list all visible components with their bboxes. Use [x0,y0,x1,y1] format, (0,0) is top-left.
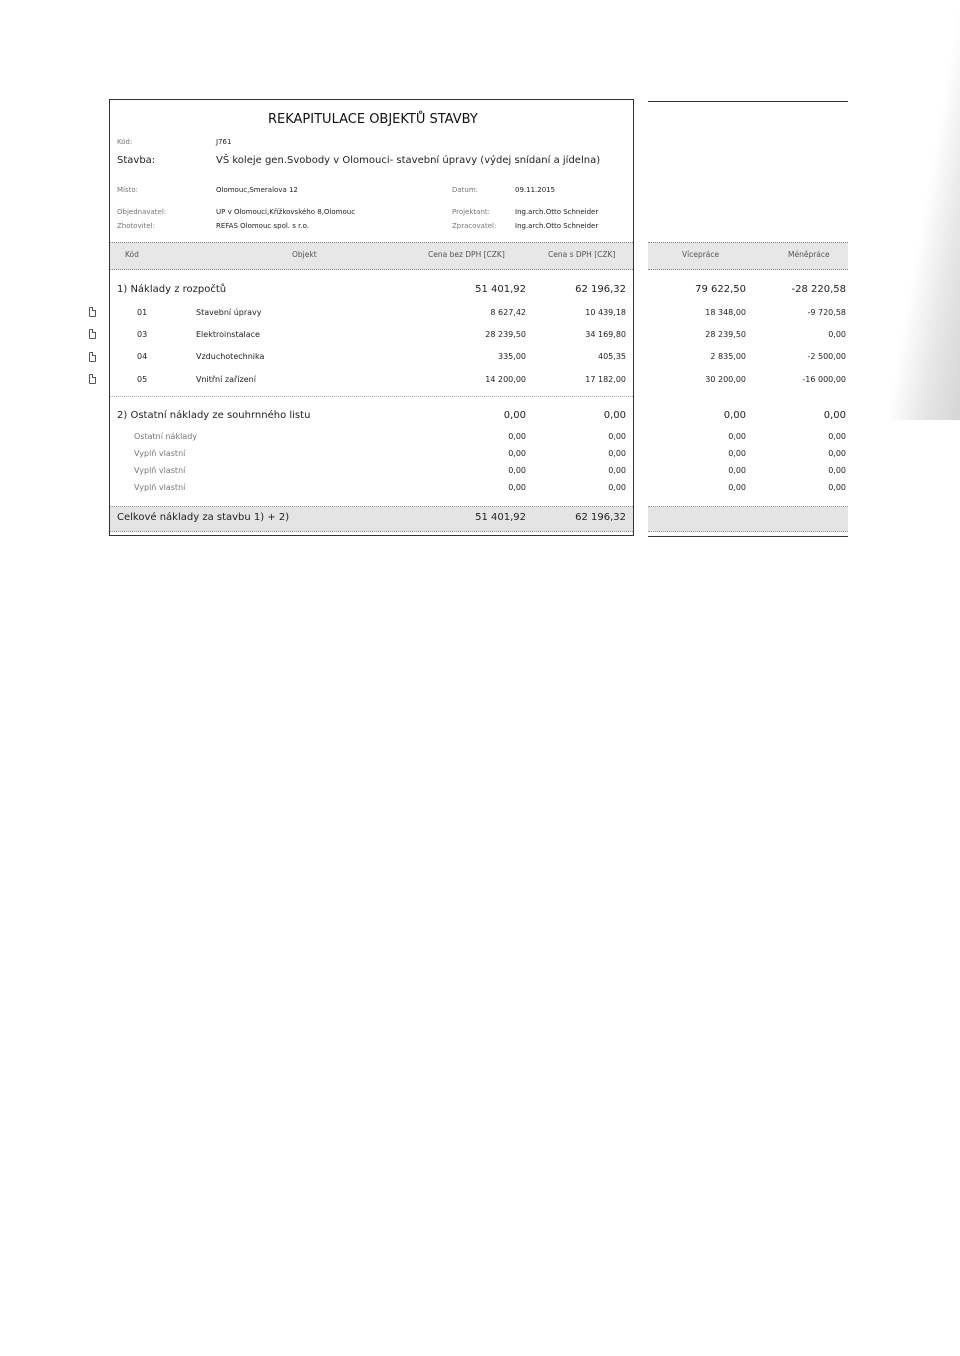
row-cena-s: 34 169,80 [585,330,626,339]
zhotovitel-label: Zhotovitel: [117,222,155,230]
row-meneprace: -2 500,00 [807,352,846,361]
other-cost-viceprace: 0,00 [728,483,746,492]
stavba-value: VŠ koleje gen.Svobody v Olomouci- stavební úpravy (výdej snídaní a jídelna) [216,155,601,166]
row-meneprace: 0,00 [828,330,846,339]
section1-meneprace: -28 220,58 [791,284,846,295]
section2-label: 2) Ostatní náklady ze souhrnného listu [117,410,311,421]
section1-cena-bez: 51 401,92 [475,284,526,295]
kod-label: Kód: [117,138,133,146]
row-viceprace: 28 239,50 [705,330,746,339]
row-objekt: Stavební úpravy [196,308,262,317]
row-viceprace: 2 835,00 [710,352,746,361]
other-cost-cena-s: 0,00 [608,483,626,492]
total-label: Celkové náklady za stavbu 1) + 2) [117,512,290,523]
row-cena-bez: 335,00 [498,352,526,361]
col-meneprace: Méněpráce [788,250,830,259]
other-cost-meneprace: 0,00 [828,432,846,441]
zpracovatel-label: Zpracovatel: [452,222,497,230]
row-kod: 03 [137,330,148,339]
projektant-value: Ing.arch.Otto Schneider [515,208,599,216]
col-kod: Kód [125,250,139,259]
zhotovitel-value: REFAS Olomouc spol. s r.o. [216,222,309,230]
section1-label: 1) Náklady z rozpočtů [117,284,227,295]
objednatel-label: Objednavatel: [117,208,167,216]
kod-value: J761 [216,138,232,146]
misto-label: Místo: [117,186,139,194]
right-rule-bottom [648,536,848,537]
row-cena-s: 10 439,18 [585,308,626,317]
zpracovatel-value: Ing.arch.Otto Schneider [515,222,599,230]
col-cena-s-dph: Cena s DPH [CZK] [548,250,616,259]
total-bar-right [648,506,848,532]
other-cost-cena-bez: 0,00 [508,449,526,458]
page-title: REKAPITULACE OBJEKTŮ STAVBY [268,112,478,127]
row-cena-bez: 14 200,00 [485,375,526,384]
other-cost-meneprace: 0,00 [828,483,846,492]
row-objekt: Vnitřní zařízení [196,375,256,384]
right-rule-top [648,101,848,102]
objednatel-value: UP v Olomouci,Křížkovského 8,Olomouc [216,208,356,216]
row-viceprace: 30 200,00 [705,375,746,384]
col-viceprace: Vícepráce [682,250,720,259]
misto-value: Olomouc,Smeralova 12 [216,186,298,194]
other-cost-cena-bez: 0,00 [508,466,526,475]
row-kod: 05 [137,375,148,384]
row-cena-bez: 28 239,50 [485,330,526,339]
other-cost-viceprace: 0,00 [728,432,746,441]
page-edge-shadow [870,0,960,420]
section1-viceprace: 79 622,50 [695,284,746,295]
other-cost-cena-bez: 0,00 [508,432,526,441]
row-cena-s: 405,35 [598,352,626,361]
row-cena-s: 17 182,00 [585,375,626,384]
section-divider [110,396,633,397]
other-cost-meneprace: 0,00 [828,466,846,475]
total-cena-bez: 51 401,92 [475,512,526,523]
datum-value: 09.11.2015 [515,186,556,194]
other-cost-label: Vyplň vlastní [134,466,186,475]
row-marker-icon [89,307,96,317]
section2-viceprace: 0,00 [723,410,746,421]
row-marker-icon [89,374,96,384]
projektant-label: Projektant: [452,208,490,216]
other-cost-viceprace: 0,00 [728,449,746,458]
row-cena-bez: 8 627,42 [490,308,526,317]
row-marker-icon [89,352,96,362]
other-cost-label: Vyplň vlastní [134,449,186,458]
col-objekt: Objekt [292,250,317,259]
col-cena-bez-dph: Cena bez DPH [CZK] [428,250,505,259]
stavba-label: Stavba: [117,155,156,166]
section2-meneprace: 0,00 [823,410,846,421]
row-objekt: Vzduchotechnika [196,352,265,361]
row-viceprace: 18 348,00 [705,308,746,317]
section2-cena-bez: 0,00 [503,410,526,421]
section1-cena-s: 62 196,32 [575,284,626,295]
other-cost-meneprace: 0,00 [828,449,846,458]
row-meneprace: -9 720,58 [807,308,846,317]
total-cena-s: 62 196,32 [575,512,626,523]
section2-cena-s: 0,00 [603,410,626,421]
row-meneprace: -16 000,00 [802,375,846,384]
other-cost-cena-s: 0,00 [608,432,626,441]
other-cost-cena-bez: 0,00 [508,483,526,492]
other-cost-label: Vyplň vlastní [134,483,186,492]
datum-label: Datum: [452,186,479,194]
row-kod: 04 [137,352,148,361]
row-marker-icon [89,329,96,339]
other-cost-cena-s: 0,00 [608,449,626,458]
row-objekt: Elektroinstalace [196,330,260,339]
other-cost-cena-s: 0,00 [608,466,626,475]
row-kod: 01 [137,308,148,317]
other-cost-viceprace: 0,00 [728,466,746,475]
other-cost-label: Ostatní náklady [134,432,198,441]
